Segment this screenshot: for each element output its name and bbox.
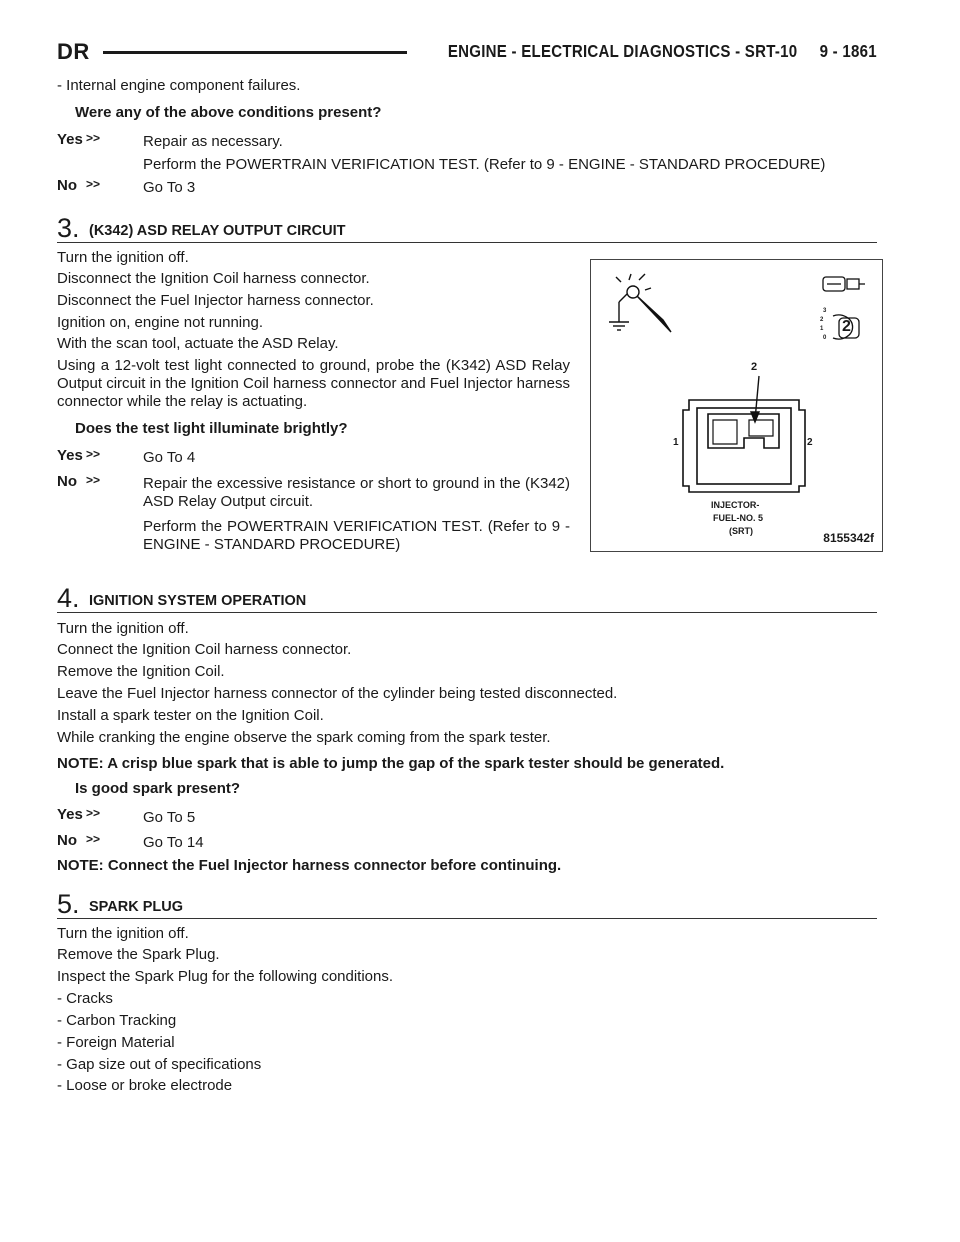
header-rule — [103, 51, 407, 54]
probe-arrow — [751, 376, 759, 422]
meter-scale-2: 2 — [820, 317, 824, 323]
instruction-line: Leave the Fuel Injector harness connector of the cylinder being tested disconnected. — [57, 685, 618, 702]
no-label: No — [57, 473, 77, 490]
condition-item: - Loose or broke electrode — [57, 1077, 233, 1094]
arrow: >> — [86, 473, 101, 487]
caption-line: FUEL-NO. 5 — [713, 513, 764, 523]
step-title: IGNITION SYSTEM OPERATION — [89, 593, 307, 609]
test-light-icon — [609, 274, 671, 332]
instruction-line: Connect the Ignition Coil harness connector. — [57, 641, 352, 658]
no-label: No — [57, 177, 77, 194]
no-action: Go To 3 — [143, 179, 196, 196]
instruction-paragraph: Using a 12-volt test light connected to ground, probe the (K342) ASD Relay Output circuit in the Ignition Coil harness connector and Fuel Injector harness connector while the relay is actuating. — [57, 357, 570, 410]
connector-body — [683, 400, 805, 492]
yes-label: Yes — [57, 447, 83, 464]
meter-scale-0: 0 — [823, 335, 827, 341]
condition-item: - Cracks — [57, 990, 113, 1007]
question: Does the test light illuminate brightly? — [75, 420, 348, 437]
yes-action-procedure: Perform the POWERTRAIN VERIFICATION TEST. (Refer to 9 - ENGINE - STANDARD PROCEDURE) — [143, 156, 826, 173]
no-action: Repair the excessive resistance or short to ground in the (K342) ASD Relay Output circuit. — [143, 475, 570, 510]
header-model: DR — [57, 39, 90, 64]
step-3-heading — [57, 212, 877, 243]
yes-action: Go To 5 — [143, 809, 196, 826]
step-title: (K342) ASD RELAY OUTPUT CIRCUIT — [89, 223, 346, 239]
caption-line: (SRT) — [729, 526, 753, 536]
condition-item: - Foreign Material — [57, 1034, 175, 1051]
arrow: >> — [86, 447, 101, 461]
instruction-line: Ignition on, engine not running. — [57, 314, 263, 331]
condition-item: - Gap size out of specifications — [57, 1056, 262, 1073]
instruction-line: Inspect the Spark Plug for the following conditions. — [57, 968, 394, 985]
condition-item: - Internal engine component failures. — [57, 77, 301, 94]
instruction-line: Turn the ignition off. — [57, 925, 189, 942]
header-section-title: ENGINE - ELECTRICAL DIAGNOSTICS - SRT-10 9 - 1861 — [447, 41, 877, 61]
meter-scale-3: 3 — [823, 308, 827, 314]
step-5-heading — [57, 888, 877, 919]
instruction-line: While cranking the engine observe the spark coming from the spark tester. — [57, 729, 551, 746]
arrow: >> — [86, 131, 101, 145]
page-header — [57, 38, 877, 66]
meter-digit: 2 — [842, 318, 851, 335]
pin-label-left: 1 — [673, 437, 679, 448]
instruction-line: Turn the ignition off. — [57, 249, 189, 266]
note: NOTE: A crisp blue spark that is able to jump the gap of the spark tester should be generated. — [57, 755, 725, 772]
arrow: >> — [86, 832, 101, 846]
caption-line: INJECTOR- — [711, 500, 760, 510]
step-number: 3. — [57, 213, 80, 243]
instruction-line: Remove the Spark Plug. — [57, 946, 220, 963]
instruction-line: Disconnect the Ignition Coil harness connector. — [57, 270, 370, 287]
step-4-heading — [57, 582, 877, 613]
step-number: 4. — [57, 583, 80, 613]
yes-action: Go To 4 — [143, 449, 196, 466]
instruction-line: Turn the ignition off. — [57, 620, 189, 637]
arrow: >> — [86, 806, 101, 820]
note: NOTE: Connect the Fuel Injector harness connector before continuing. — [57, 857, 562, 874]
yes-label: Yes — [57, 806, 83, 823]
no-action: Go To 14 — [143, 834, 204, 851]
instruction-line: Disconnect the Fuel Injector harness connector. — [57, 292, 374, 309]
instruction-line: With the scan tool, actuate the ASD Relay. — [57, 335, 339, 352]
instruction-line: Remove the Ignition Coil. — [57, 663, 225, 680]
pin-label-top: 2 — [751, 361, 758, 373]
yes-action: Repair as necessary. — [143, 133, 283, 150]
connector-diagram — [590, 259, 883, 552]
arrow: >> — [86, 177, 101, 191]
question: Were any of the above conditions present? — [75, 104, 382, 121]
question: Is good spark present? — [75, 780, 241, 797]
connector-probe-icon — [823, 277, 865, 291]
pin-label-right: 2 — [807, 437, 813, 448]
yes-label: Yes — [57, 131, 83, 148]
meter-scale-1: 1 — [820, 326, 824, 332]
condition-item: - Carbon Tracking — [57, 1012, 177, 1029]
instruction-line: Install a spark tester on the Ignition Coil. — [57, 707, 324, 724]
no-action-procedure: Perform the POWERTRAIN VERIFICATION TEST. (Refer to 9 - ENGINE - STANDARD PROCEDURE) — [143, 518, 570, 553]
no-label: No — [57, 832, 77, 849]
step-number: 5. — [57, 889, 80, 919]
step-title: SPARK PLUG — [89, 899, 183, 915]
figure-id: 8155342f — [823, 531, 874, 545]
